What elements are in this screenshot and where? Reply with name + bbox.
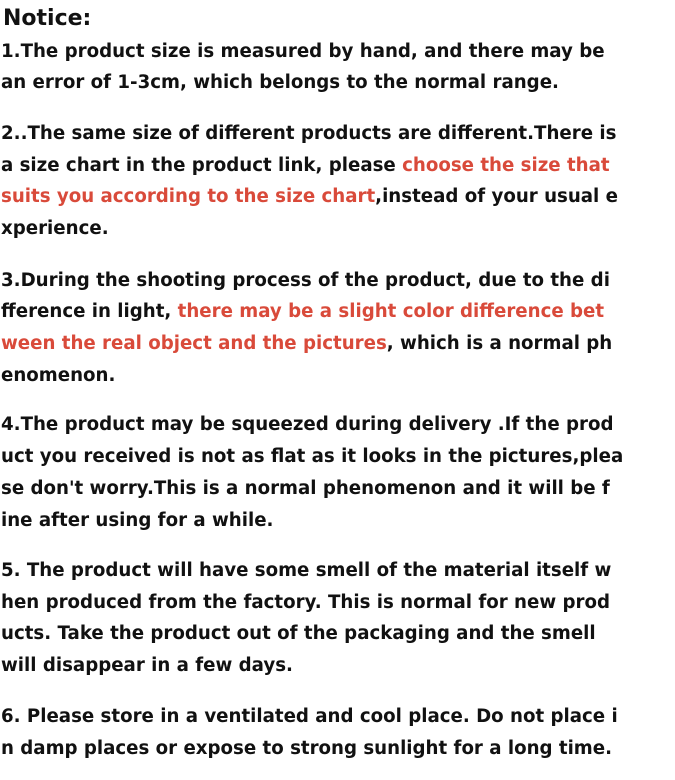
notice-item-2-line-2: [1, 150, 610, 181]
line-text: 3.During the shooting process of the product, due to the di: [1, 270, 610, 291]
notice-item-6-line-2: [1, 733, 612, 764]
notice-item-2-line-1: [1, 118, 616, 149]
line-text: ine after using for a while.: [1, 510, 274, 531]
line-text: 2..The same size of different products are different.There is: [1, 123, 617, 144]
notice-item-6-line-1: [1, 701, 618, 732]
line-text: 1.The product size is measured by hand, and there may be: [1, 41, 605, 62]
notice-item-2-line-3: [1, 181, 618, 212]
notice-item-3-line-3: [1, 328, 612, 359]
notice-item-5-line-2: [1, 587, 610, 618]
line-text: ucts. Take the product out of the packaging and the smell: [1, 623, 596, 644]
highlight-text: choose the size that: [402, 155, 610, 176]
line-text: uct you received is not as flat as it looks in the pictures,plea: [1, 446, 624, 467]
line-text: an error of 1-3cm, which belongs to the normal range.: [1, 72, 559, 93]
line-text: ,instead of your usual e: [375, 186, 618, 207]
notice-item-4-line-1: [1, 409, 614, 440]
notice-item-1-line-2: [1, 67, 559, 98]
line-text: se don't worry.This is a normal phenomenon and it will be f: [1, 478, 610, 499]
highlight-text: there may be a slight color difference bet: [177, 301, 605, 322]
line-text: enomenon.: [1, 365, 116, 386]
line-text: 6. Please store in a ventilated and cool place. Do not place i: [1, 706, 618, 727]
notice-item-4-line-2: [1, 441, 623, 472]
highlight-text: suits you according to the size chart: [1, 186, 376, 207]
line-text: 5. The product will have some smell of the material itself w: [1, 560, 612, 581]
highlight-text: ween the real object and the pictures: [1, 333, 387, 354]
notice-title: Notice:: [3, 6, 92, 31]
notice-item-3-line-2: [1, 296, 604, 327]
line-text: xperience.: [1, 218, 109, 239]
line-text: hen produced from the factory. This is normal for new prod: [1, 592, 610, 613]
line-text: will disappear in a few days.: [1, 655, 293, 676]
notice-item-5-line-4: [1, 650, 293, 681]
notice-item-5-line-3: [1, 618, 596, 649]
notice-item-5-line-1: [1, 555, 611, 586]
notice-item-3-line-1: [1, 265, 610, 296]
notice-item-2-line-4: [1, 213, 109, 244]
notice-item-4-line-4: [1, 505, 273, 536]
line-text: fference in light,: [1, 301, 178, 322]
line-text: n damp places or expose to strong sunlight for a long time.: [1, 738, 612, 759]
line-text: 4.The product may be squeezed during delivery .If the prod: [1, 414, 614, 435]
notice-item-4-line-3: [1, 473, 610, 504]
notice-item-3-line-4: [1, 360, 115, 391]
line-text: , which is a normal ph: [386, 333, 613, 354]
notice-item-1-line-1: [1, 36, 605, 67]
line-text: a size chart in the product link, please: [1, 155, 403, 176]
